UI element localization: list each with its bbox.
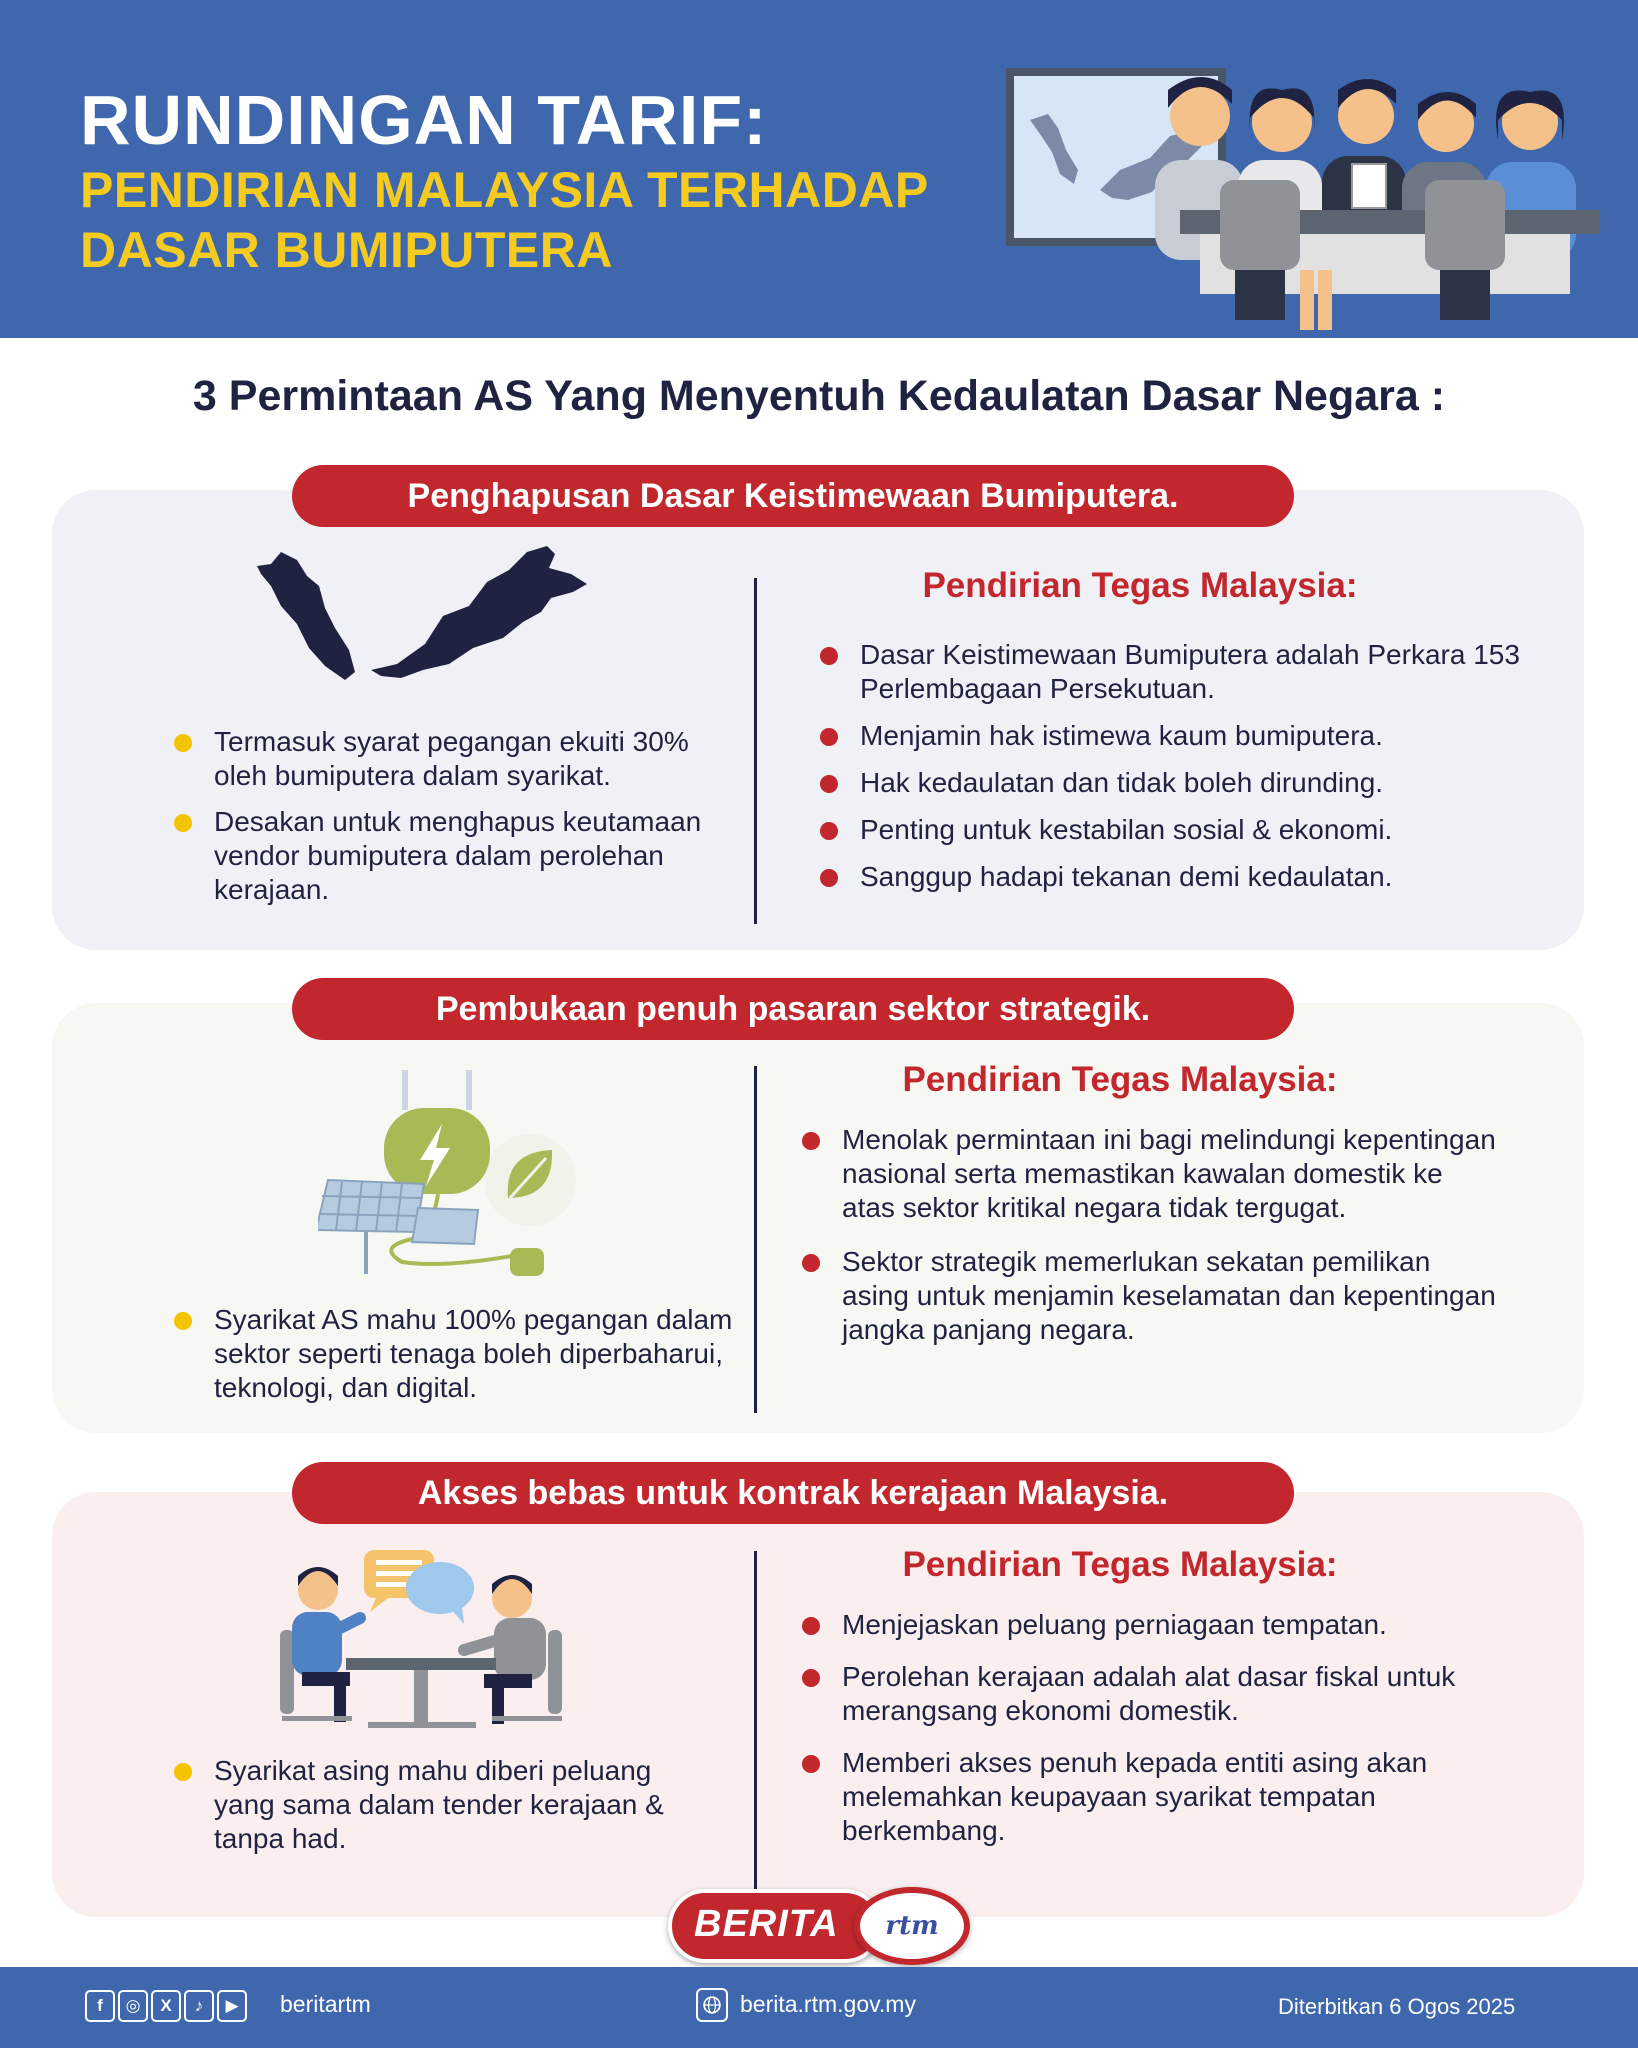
social-icons [85,1990,250,2022]
section-2-stance-title: Pendirian Tegas Malaysia: [902,1060,1338,1099]
section-1-demands [174,725,714,919]
list-item: Penting untuk kestabilan sosial & ekonomi. [820,813,1520,847]
list-item: Syarikat AS mahu 100% pegangan dalam sektor seperti tenaga boleh diperbaharui, teknologi, dan digital. [174,1303,754,1405]
facebook-icon[interactable]: f [85,1990,115,2022]
section-1-divider [754,578,757,924]
bullet-icon [174,814,192,832]
business-discussion-icon [272,1546,572,1736]
youtube-icon[interactable]: ▶ [217,1990,247,2022]
page-title: RUNDINGAN TARIF: [80,81,768,159]
website-link[interactable]: berita.rtm.gov.my [740,1991,916,2017]
tiktok-icon[interactable]: ♪ [184,1990,214,2022]
footer [0,1967,1638,2048]
list-item: Menolak permintaan ini bagi melindungi kepentingan nasional serta memastikan kawalan domestik ke atas sektor kritikal negara tidak tergugat. [802,1123,1502,1225]
list-item: Perolehan kerajaan adalah alat dasar fiskal untuk merangsang ekonomi domestik. [802,1660,1522,1728]
bullet-icon [820,728,838,746]
list-item: Memberi akses penuh kepada entiti asing akan melemahkan keupayaan syarikat tempatan berkembang. [802,1746,1522,1848]
subtitle-line-1: PENDIRIAN MALAYSIA TERHADAP [80,162,929,218]
list-item: Hak kedaulatan dan tidak boleh dirunding. [820,766,1520,800]
social-handle[interactable]: beritartm [280,1991,371,2017]
bullet-icon [802,1669,820,1687]
logo-text: BERITA [694,1903,839,1945]
bullet-icon [174,1763,192,1781]
section-1-stance-title: Pendirian Tegas Malaysia: [922,566,1358,605]
renewable-energy-icon [318,1068,578,1278]
bullet-icon [820,822,838,840]
bullet-icon [802,1132,820,1150]
list-item: Dasar Keistimewaan Bumiputera adalah Perkara 153 Perlembagaan Persekutuan. [820,638,1520,706]
list-item: Menjamin hak istimewa kaum bumiputera. [820,719,1520,753]
subtitle-line-2: DASAR BUMIPUTERA [80,222,613,278]
list-item: Termasuk syarat pegangan ekuiti 30% oleh bumiputera dalam syarikat. [174,725,714,793]
section-3-stance-list [802,1608,1522,1866]
section-3-title: Akses bebas untuk kontrak kerajaan Malaysia. [292,1462,1294,1524]
logo-badge [668,1889,882,1963]
list-item: Syarikat asing mahu diberi peluang yang sama dalam tender kerajaan & tanpa had. [174,1754,714,1856]
negotiation-meeting-illustration [1000,60,1620,338]
x-icon[interactable]: X [151,1990,181,2022]
bullet-icon [802,1617,820,1635]
malaysia-map-icon [255,542,595,692]
section-3-stance-title: Pendirian Tegas Malaysia: [902,1545,1338,1584]
section-2-divider [754,1066,757,1413]
published-date: Diterbitkan 6 Ogos 2025 [1278,1994,1516,2019]
instagram-icon[interactable]: ◎ [118,1990,148,2022]
bullet-icon [820,869,838,887]
globe-icon [696,1988,728,2022]
list-item: Sanggup hadapi tekanan demi kedaulatan. [820,860,1520,894]
bullet-icon [802,1755,820,1773]
main-heading: 3 Permintaan AS Yang Menyentuh Kedaulatan Dasar Negara : [192,372,1446,420]
bullet-icon [174,1312,192,1330]
section-3-divider [754,1551,757,1897]
bullet-icon [802,1254,820,1272]
section-2-title: Pembukaan penuh pasaran sektor strategik. [292,978,1294,1040]
rtm-mark-text: rtm [885,1911,939,1941]
list-item: Menjejaskan peluang perniagaan tempatan. [802,1608,1522,1642]
bullet-icon [174,734,192,752]
list-item: Sektor strategik memerlukan sekatan pemilikan asing untuk menjamin keselamatan dan kepentingan jangka panjang negara. [802,1245,1502,1347]
section-1-stance-list [820,638,1520,907]
rtm-mark [854,1887,970,1965]
section-3-demands [174,1754,714,1856]
section-1-title: Penghapusan Dasar Keistimewaan Bumiputera. [292,465,1294,527]
list-item: Desakan untuk menghapus keutamaan vendor bumiputera dalam perolehan kerajaan. [174,805,714,907]
section-2-demands [174,1303,754,1405]
bullet-icon [820,647,838,665]
header-banner [0,0,1638,338]
page-subtitle [80,160,980,280]
berita-rtm-logo [668,1885,970,1967]
bullet-icon [820,775,838,793]
section-2-stance-list [802,1123,1502,1367]
